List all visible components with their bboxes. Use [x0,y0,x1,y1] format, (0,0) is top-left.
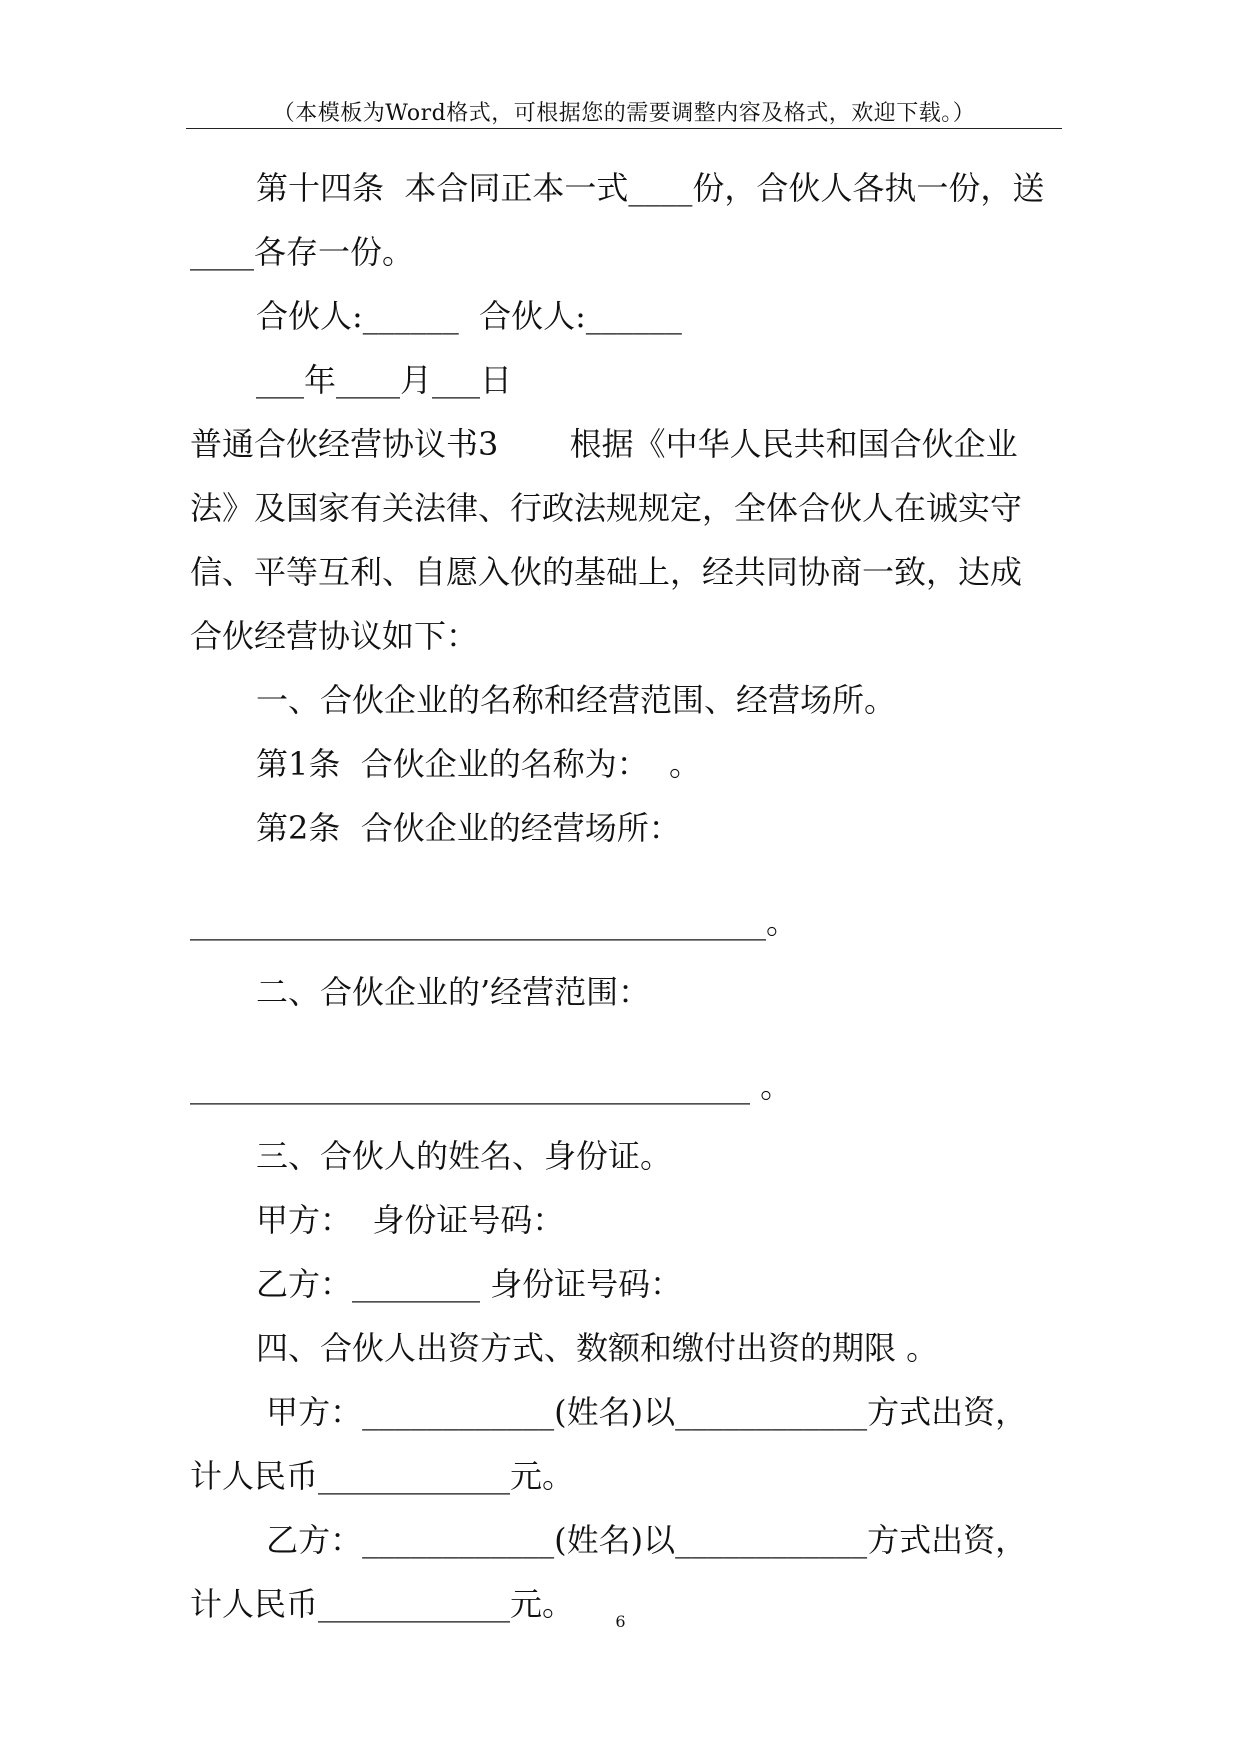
clause-14-line-2: ____各存一份。 [190,233,415,271]
party-b-contribution-line-1: 乙方：____________(姓名)以____________方式出资， [256,1521,1028,1559]
party-a-identity: 甲方： 身份证号码： [256,1201,565,1239]
business-location-blank: ____________________________________。 [190,903,799,941]
business-scope-blank: ___________________________________ 。 [190,1067,793,1105]
agreement-title-line: 普通合伙经营协议书3 根据《中华人民共和国合伙企业 [190,425,1018,463]
signature-partners: 合伙人:______ 合伙人:______ [256,297,682,335]
party-b-identity: 乙方：________ 身份证号码： [256,1265,683,1303]
signature-date: ___年____月___日 [256,361,513,399]
preamble-line-2: 法》及国家有关法律、行政法规规定，全体合伙人在诚实守 [190,489,1023,527]
article-1: 第1条 合伙企业的名称为： 。 [256,745,702,783]
template-notice: （本模板为Word格式，可根据您的需要调整内容及格式，欢迎下载。） [272,101,976,126]
page-number: 6 [615,1612,626,1631]
party-a-contribution-line-1: 甲方：____________(姓名)以____________方式出资， [256,1393,1028,1431]
document-body [190,156,1070,1636]
section-3-heading: 三、合伙人的姓名、身份证。 [256,1137,673,1175]
section-4-heading: 四、合伙人出资方式、数额和缴付出资的期限 。 [256,1329,939,1367]
party-b-contribution-line-2: 计人民币____________元。 [190,1585,575,1623]
clause-14-line-1: 第十四条 本合同正本一式____份，合伙人各执一份，送 [256,169,1045,207]
article-2: 第2条 合伙企业的经营场所： [256,809,681,847]
preamble-line-3: 信、平等互利、自愿入伙的基础上，经共同协商一致，达成 [190,553,1023,591]
header-divider [186,128,1062,129]
section-1-heading: 一、合伙企业的名称和经营范围、经营场所。 [256,681,897,719]
section-2-heading: 二、合伙企业的’经营范围： [256,973,651,1011]
preamble-line-4: 合伙经营协议如下： [190,617,479,655]
party-a-contribution-line-2: 计人民币____________元。 [190,1457,575,1495]
